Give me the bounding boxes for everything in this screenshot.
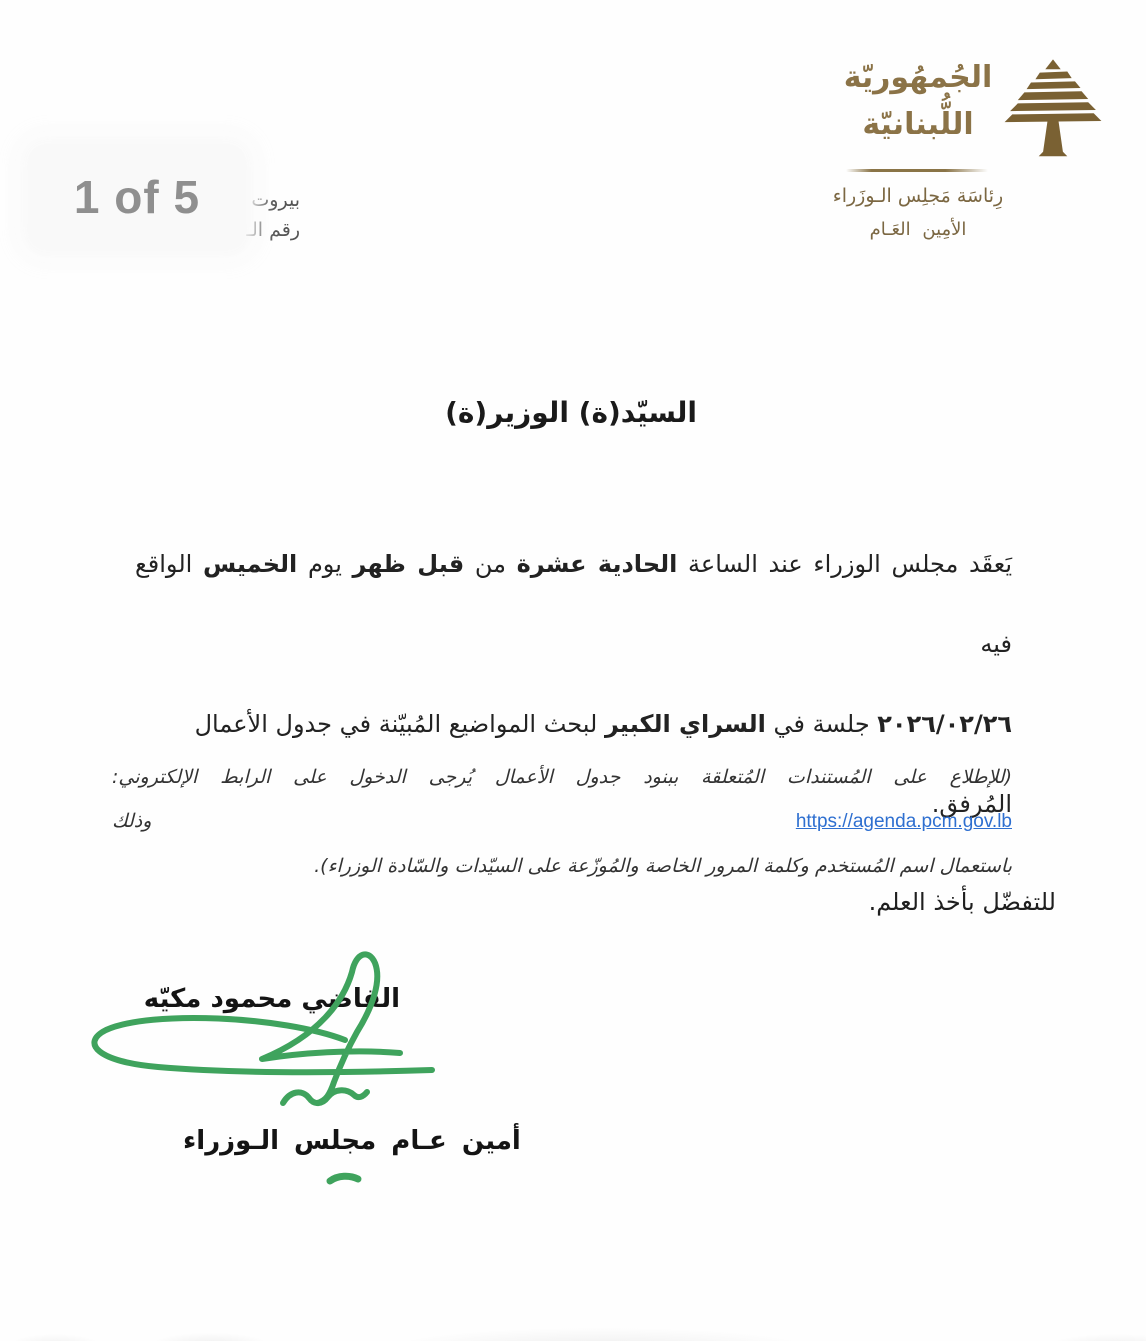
presidency-label: رِئاسَة مَجلِس الـوزَراء bbox=[832, 185, 1004, 207]
text-segment: (للإطلاع على المُستندات المُتعلقة ببنود جدول الأعمال يُرجى الدخول على الرابط الإلكتروني: bbox=[112, 766, 1012, 788]
page-bottom-shadow bbox=[0, 1295, 1146, 1341]
text-segment: وذلك bbox=[112, 810, 796, 832]
text-segment: ٢٠٢٦/٠٢/٢٦ bbox=[877, 710, 1012, 738]
note-line-2: باستعمال اسم المُستخدم وكلمة المرور الخاصة والمُوزّعة على السيّدات والسّادة الوزراء). bbox=[314, 855, 1012, 877]
signature-underline-dash bbox=[330, 1176, 358, 1181]
text-segment: لبحث المواضيع المُبيّنة في جدول الأعمال المُرفق. bbox=[194, 710, 1012, 818]
letterhead-divider bbox=[846, 169, 988, 172]
republic-line1: الجُمهُوريّة bbox=[843, 60, 993, 95]
text-segment: يَعقَد مجلس الوزراء عند الساعة bbox=[677, 550, 1013, 578]
note-paragraph bbox=[112, 755, 1012, 888]
text-segment: يوم bbox=[297, 550, 353, 578]
text-segment: جلسة في bbox=[765, 710, 878, 738]
note-line-1 bbox=[112, 755, 1012, 844]
signatory-title: أمين عـام مجلس الـوزراء bbox=[183, 1126, 521, 1156]
text-segment: من bbox=[464, 550, 517, 578]
text-segment: الخميس bbox=[202, 550, 298, 578]
closing-line: للتفضّل بأخذ العلم. bbox=[868, 888, 1056, 916]
page-indicator-label: 1 of 5 bbox=[73, 171, 201, 223]
text-segment: الواقع فيه bbox=[135, 550, 1012, 658]
body-line-1 bbox=[135, 524, 1012, 684]
city-fragment: بيروت bbox=[251, 189, 300, 211]
agenda-link[interactable]: https://agenda.pcm.gov.lb bbox=[795, 811, 1012, 832]
doc-number-fragment: رقم الـ bbox=[246, 219, 300, 241]
text-segment: قبل ظهر bbox=[352, 550, 465, 578]
republic-line2: اللُّبنانيّة bbox=[862, 107, 974, 142]
signatory-name: القاضي محمود مكيّه bbox=[143, 984, 400, 1014]
text-segment: السراي الكبير bbox=[604, 710, 766, 738]
cedar-tree-icon bbox=[998, 54, 1108, 166]
page-indicator-pill bbox=[28, 144, 246, 250]
text-segment: الحادية عشرة bbox=[516, 550, 678, 578]
salutation: السيّد(ة) الوزير(ة) bbox=[445, 396, 697, 429]
secretary-general-label: الأمِين العَـام bbox=[869, 219, 967, 240]
republic-calligraphy bbox=[843, 54, 993, 148]
